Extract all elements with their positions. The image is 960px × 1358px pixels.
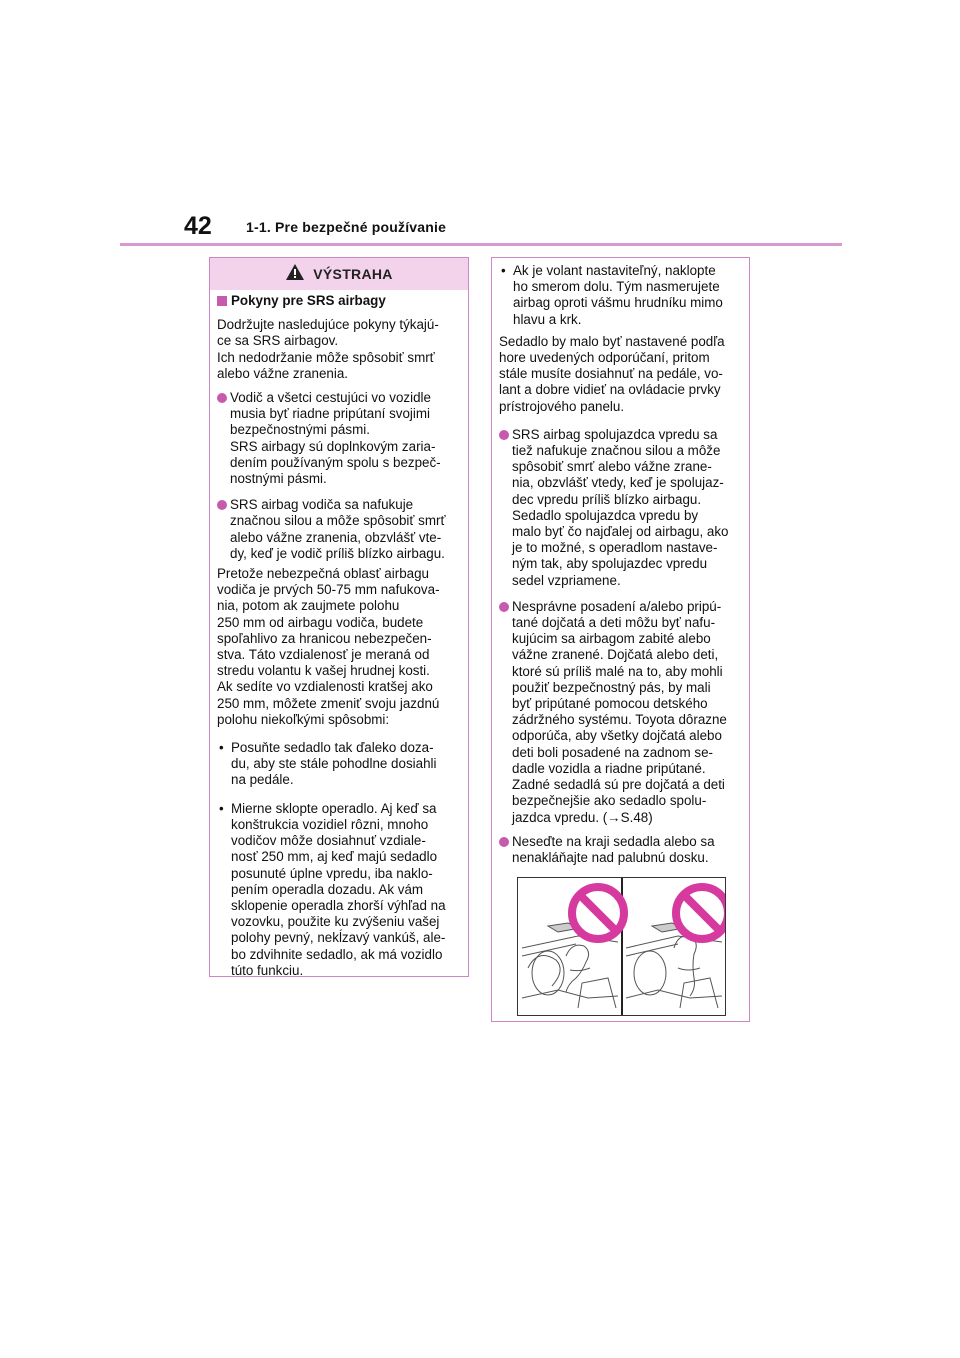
text-line: malo byť čo najďalej od airbagu, ako [512, 524, 729, 540]
list-item [217, 740, 461, 789]
text-line: vodiča je prvých 50-75 mm nafukova- [217, 582, 440, 598]
text-line: vozovku, použite ku zvýšeniu vašej [231, 914, 440, 930]
text-line: alebo vážne zranenia. [217, 365, 349, 381]
round-bullet-icon [499, 430, 509, 440]
intro-paragraph [217, 317, 461, 382]
text-line: je to možné, s operadlom nastave- [512, 540, 718, 556]
bullet-text [512, 599, 742, 826]
text-line: bo zdvihnite sedadlo, ak má vozidlo [231, 946, 443, 962]
seat-paragraph [499, 334, 742, 415]
text-line: nia, obzvlášť vtedy, keď je spolujaz- [512, 475, 724, 491]
text-line: musia byť riadne pripútaní svojimi [230, 406, 431, 422]
text-line: Mierne sklopte operadlo. Aj keď sa [231, 800, 437, 816]
text-line: stva. Táto vzdialenosť je meraná od [217, 647, 430, 663]
round-bullet-icon [499, 837, 509, 847]
text-line: nenakláňajte nad palubnú dosku. [512, 849, 709, 865]
text-line: posunuté úplne vpredu, iba naklo- [231, 865, 433, 881]
text-line: pením operadla dozadu. Ak vám [231, 881, 424, 897]
bullet-text [512, 427, 742, 589]
text-line: zádržného systému. Toyota dôrazne [512, 712, 727, 728]
distance-paragraph [217, 566, 461, 728]
sub-bullet-text [513, 263, 742, 328]
text-line: kujúcim sa airbagom zabité alebo [512, 631, 711, 647]
text-line: Vodič a všetci cestujúci vo vozidle [230, 390, 431, 406]
text-line: SRS airbagy sú doplnkovým zaria- [230, 438, 436, 454]
text-line: prístrojového panelu. [499, 398, 625, 414]
text-line: na pedále. [231, 772, 294, 788]
bullet-text [230, 497, 461, 562]
text-line: alebo vážne zranenia, obzvlášť vte- [230, 529, 442, 545]
text-line: ným tak, aby spolujazdec vpredu [512, 556, 708, 572]
text-line: du, aby ste stále pohodlne dosiahli [231, 756, 437, 772]
bullet-text [230, 390, 461, 487]
text-line: odporúča, aby všetky dojčatá alebo [512, 728, 722, 744]
sub-bullet-text [231, 801, 461, 979]
warning-triangle-icon [285, 263, 305, 286]
text-line: stredu volantu k vašej hrudnej kosti. [217, 663, 430, 679]
text-line: dec vpredu príliš blízko airbagu. [512, 491, 702, 507]
sub-bullet-text [231, 740, 461, 789]
list-item [217, 801, 461, 979]
text-line: Sedadlo by malo byť nastavené podľa [499, 333, 725, 349]
bullet-text [512, 834, 742, 866]
text-line: konštrukcia vozidiel rôzni, mnoho [231, 816, 429, 832]
text-line: túto funkciu. [231, 962, 304, 978]
list-item [499, 834, 742, 866]
text-line: značnou silou a môže spôsobiť smrť [230, 513, 446, 529]
text-line: Posuňte sedadlo tak ďaleko doza- [231, 740, 434, 756]
text-line: vodičov môže dosiahnuť vzdiale- [231, 833, 426, 849]
text-line: nia, potom ak zaujmete polohu [217, 598, 400, 614]
text-line: použiť bezpečnostný pás, by mali [512, 679, 711, 695]
text-line: 250 mm, môžete zmeniť svoju jazdnú [217, 695, 440, 711]
text-line: sedel vzpriamene. [512, 572, 621, 588]
text-line: jazdca vpredu. (→S.48) [512, 809, 653, 825]
prohibition-icon [572, 887, 624, 939]
text-line: Zadné sedadlá sú pre dojčatá a deti [512, 777, 725, 793]
text-line: vážne zranené. Dojčatá alebo deti, [512, 647, 719, 663]
text-line: tané dojčatá a deti môžu byť nafu- [512, 615, 716, 631]
text-line: Ak sedíte vo vzdialenosti kratšej ako [217, 679, 433, 695]
text-line: Pretože nebezpečná oblasť airbagu [217, 566, 429, 582]
list-item [499, 263, 742, 328]
prohibited-sitting-illustration [517, 877, 726, 1016]
warning-title: VÝSTRAHA [313, 266, 393, 282]
sub-bullet: • [501, 263, 506, 278]
list-item [499, 599, 742, 826]
text-line: 250 mm od airbagu vodiča, budete [217, 614, 424, 630]
text-line: deti boli posadené na zadnom se- [512, 744, 713, 760]
list-item [217, 390, 461, 487]
text-line: lant a dobre vidieť na ovládacie prvky [499, 382, 721, 398]
square-bullet-icon [217, 296, 227, 306]
text-line: Nesprávne posadení a/alebo pripú- [512, 598, 722, 614]
text-line: sklopenie operadla zhorší výhľad na [231, 897, 446, 913]
text-line: dadle vozidla a riadne pripútané. [512, 760, 706, 776]
sub-bullet: • [219, 800, 224, 816]
text-line: Ak je volant nastaviteľný, naklopte [513, 263, 716, 278]
text-line: bezpečnejšie ako sedadlo spolu- [512, 793, 707, 809]
text-line: polohy pevný, nekĺzavý vankúš, ale- [231, 930, 446, 946]
prohibition-icon [676, 887, 725, 939]
page-number: 42 [184, 212, 212, 240]
sub-bullet: • [219, 740, 224, 756]
text-line: dy, keď je vodič príliš blízko airbagu. [230, 545, 445, 561]
round-bullet-icon [499, 602, 509, 612]
text-line: Dodržujte nasledujúce pokyny týkajú- [217, 317, 439, 333]
text-line: Neseďte na kraji sedadla alebo sa [512, 833, 715, 849]
text-line: hore uvedených odporúčaní, pritom [499, 350, 710, 366]
text-line: SRS airbag spolujazdca vpredu sa [512, 426, 718, 442]
text-line: ho smerom dolu. Tým nasmerujete [513, 279, 720, 295]
round-bullet-icon [217, 393, 227, 403]
text-line: spoľahlivo za hranicou nebezpečen- [217, 630, 432, 646]
list-item [499, 427, 742, 589]
round-bullet-icon [217, 500, 227, 510]
text-line: Sedadlo spolujazdca vpredu by [512, 507, 699, 523]
warning-box [209, 257, 469, 977]
warning-continuation-box [491, 257, 750, 1022]
text-line: SRS airbag vodiča sa nafukuje [230, 497, 414, 513]
text-line: byť pripútané pomocou detského [512, 696, 708, 712]
text-line: hlavu a krk. [513, 311, 582, 327]
text-line: ktoré sú príliš malé na to, aby mohli [512, 663, 723, 679]
text-line: ce sa SRS airbagov. [217, 333, 339, 349]
text-line: spôsobiť smrť alebo vážne zrane- [512, 459, 712, 475]
text-line: stále musíte dosiahnuť na pedále, vo- [499, 366, 723, 382]
text-line: airbag oproti vášmu hrudníku mimo [513, 295, 723, 311]
text-line: dením používaným spolu s bezpeč- [230, 454, 441, 470]
section-title: 1-1. Pre bezpečné používanie [246, 219, 447, 235]
text-line: nostnými pásmi. [230, 471, 327, 487]
warning-heading [217, 293, 461, 309]
warning-heading-text: Pokyny pre SRS airbagy [231, 293, 386, 308]
text-line: bezpečnostnými pásmi. [230, 422, 370, 438]
text-line: nosť 250 mm, aj keď majú sedadlo [231, 849, 438, 865]
warning-header [210, 258, 468, 290]
header-rule [120, 243, 842, 246]
text-line: tiež nafukuje značnou silou a môže [512, 443, 721, 459]
text-line: Ich nedodržanie môže spôsobiť smrť [217, 349, 435, 365]
list-item [217, 497, 461, 562]
text-line: polohu niekoľkými spôsobmi: [217, 711, 390, 727]
